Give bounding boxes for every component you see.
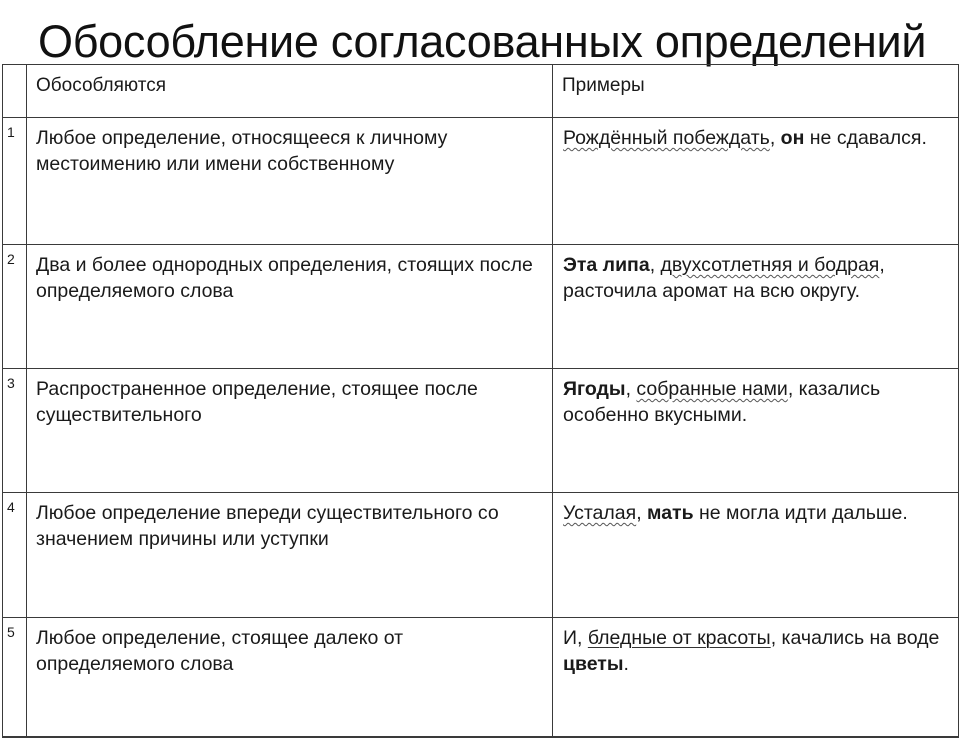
example-text (553, 118, 959, 245)
table-row (3, 493, 959, 618)
row-number: 5 (3, 618, 27, 738)
row-number: 4 (3, 493, 27, 618)
example-segment: не могла идти дальше. (693, 502, 908, 524)
header-number (3, 65, 27, 118)
example-segment: собранные нами (636, 378, 788, 400)
example-segment: Рождённый побеждать (563, 127, 770, 149)
row-number: 1 (3, 118, 27, 245)
table-header-row (3, 65, 959, 118)
example-segment: . (623, 653, 629, 675)
table-row (3, 369, 959, 493)
example-segment: бледные от красоты (587, 627, 771, 649)
rule-text: Распространенное определение, стоящее после существительного (27, 369, 553, 493)
example-segment: не сдавался. (804, 127, 927, 149)
example-segment: , (649, 254, 661, 276)
example-segment: мать (647, 502, 694, 524)
example-text (553, 493, 959, 618)
example-segment: двухсотлетняя и бодрая (660, 254, 880, 276)
page-title: Обособление согласованных определений (38, 16, 927, 67)
example-segment: , казались особенно вкусными. (563, 378, 881, 426)
example-segment: И, (563, 627, 588, 649)
table-row (3, 618, 959, 738)
table-row (3, 245, 959, 369)
example-segment: цветы (563, 653, 624, 675)
example-text (553, 245, 959, 369)
example-segment: , (769, 127, 781, 149)
example-segment: он (780, 127, 805, 149)
example-segment: Ягоды (563, 378, 626, 400)
example-text (553, 618, 959, 738)
example-text (553, 369, 959, 493)
table-row (3, 118, 959, 245)
example-segment: Усталая (563, 502, 637, 524)
rule-text: Любое определение, стоящее далеко от определяемого слова (27, 618, 553, 738)
example-segment: , расточила аромат на всю округу. (563, 254, 885, 302)
example-segment: , (636, 502, 648, 524)
example-segment: Эта липа (563, 254, 650, 276)
row-number: 3 (3, 369, 27, 493)
rule-text: Два и более однородных определения, стоящих после определяемого слова (27, 245, 553, 369)
row-number: 2 (3, 245, 27, 369)
rule-text: Любое определение, относящееся к личному местоимению или имени собственному (27, 118, 553, 245)
header-rule: Обособляются (27, 65, 553, 118)
header-examples: Примеры (553, 65, 959, 118)
rule-text: Любое определение впереди существительного со значением причины или уступки (27, 493, 553, 618)
rules-table (2, 64, 959, 738)
example-segment: , (625, 378, 637, 400)
example-segment: , качались на воде (770, 627, 940, 649)
